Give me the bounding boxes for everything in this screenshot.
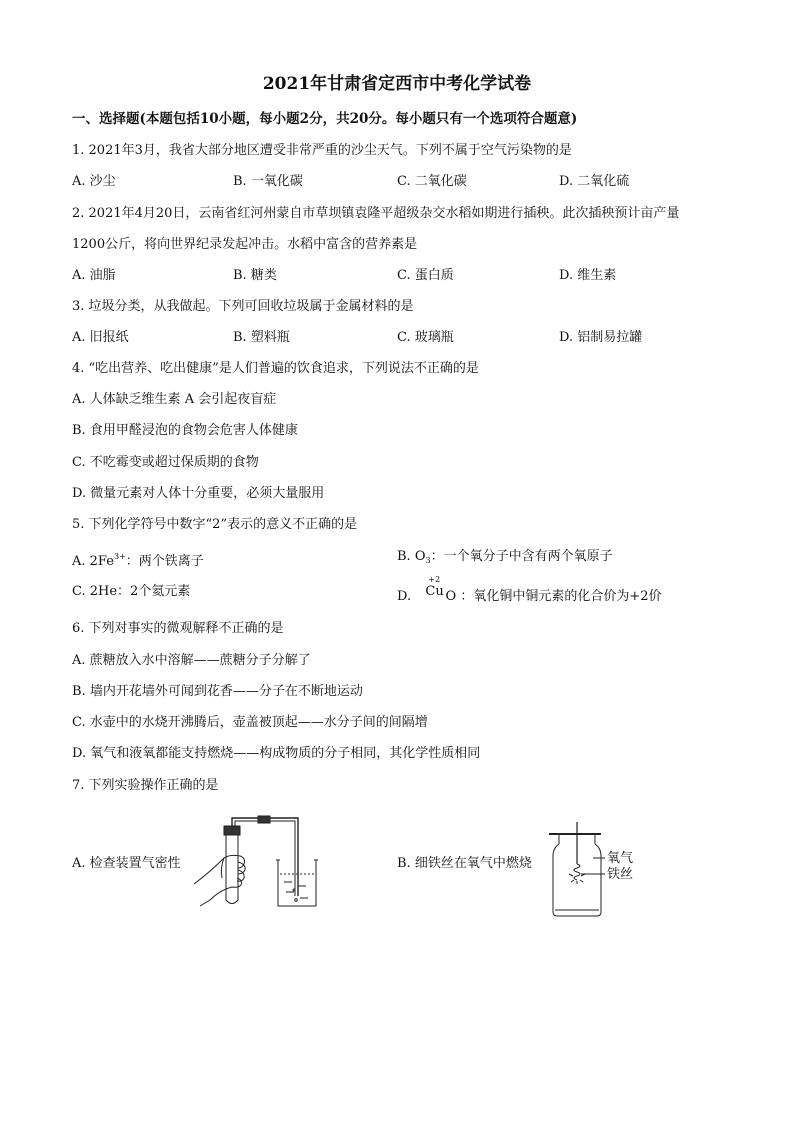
q5-d-label: D. [397, 589, 412, 604]
page-title: 2021年甘肃省定西市中考化学试卷 [262, 74, 532, 94]
q4-option-d[interactable]: D. 微量元素对人体十分重要，必须大量服用 [72, 486, 325, 501]
section-heading: 一、选择题(本题包括10小题，每小题2分，共20分。每小题只有一个选项符合题意) [72, 111, 578, 127]
q5-d-valence-symbol [425, 575, 444, 600]
q5-option-a[interactable] [72, 549, 204, 570]
q4-option-a[interactable]: A. 人体缺乏维生素 A 会引起夜盲症 [72, 392, 277, 407]
q6-option-d[interactable]: D. 氧气和液氧都能支持燃烧——构成物质的分子相同，其化学性质相同 [72, 746, 481, 761]
q6-stem: 6. 下列对事实的微观解释不正确的是 [72, 621, 284, 636]
iron-wire-combustion-figure [545, 822, 655, 918]
q5-stem: 5. 下列化学符号中数字“2”表示的意义不正确的是 [72, 517, 358, 532]
q6-option-b[interactable]: B. 墙内开花墙外可闻到花香——分子在不断地运动 [72, 684, 363, 699]
q2-option-c[interactable]: C. 蛋白质 [397, 268, 454, 283]
q2-option-d[interactable]: D. 维生素 [559, 268, 617, 283]
q1-option-c[interactable]: C. 二氧化碳 [397, 174, 467, 189]
q4-option-c[interactable]: C. 不吃霉变或超过保质期的食物 [72, 455, 259, 470]
q1-option-d[interactable]: D. 二氧化硫 [559, 174, 630, 189]
q7-option-a[interactable]: A. 检查装置气密性 [72, 856, 181, 871]
q1-option-a[interactable]: A. 沙尘 [72, 174, 116, 189]
q1-stem: 1. 2021年3月，我省大部分地区遭受非常严重的沙尘天气。下列不属于空气污染物的是 [72, 143, 572, 158]
q1-option-b[interactable]: B. 一氧化碳 [233, 174, 303, 189]
q5-a-formula: A. 2Fe [72, 554, 114, 569]
q3-option-c[interactable]: C. 玻璃瓶 [397, 330, 454, 345]
q5-d-valence: +2 [428, 575, 441, 584]
q5-d-element: Cu [425, 584, 444, 599]
q3-option-a[interactable]: A. 旧报纸 [72, 330, 129, 345]
q5-option-c[interactable]: C. 2He：2个氦元素 [72, 584, 191, 599]
airtightness-apparatus-figure [190, 812, 325, 912]
q6-option-c[interactable]: C. 水壶中的水烧开沸腾后，壶盖被顶起——水分子间的间隔增 [72, 715, 428, 730]
q5-a-meaning: ：两个铁离子 [125, 554, 204, 569]
q3-option-d[interactable]: D. 铝制易拉罐 [559, 330, 643, 345]
q5-b-formula: B. O [397, 549, 426, 564]
q5-d-meaning: ：氧化铜中铜元素的化合价为+2价 [460, 589, 662, 604]
q3-stem: 3. 垃圾分类，从我做起。下列可回收垃圾属于金属材料的是 [72, 299, 414, 314]
q5-option-d[interactable] [397, 575, 662, 605]
label-oxygen: 氧气 [607, 851, 634, 866]
q5-b-subscript: 3 [425, 556, 431, 565]
q7-option-b[interactable]: B. 细铁丝在氧气中燃烧 [397, 856, 532, 871]
q5-b-meaning: ：一个氧分子中含有两个氧原子 [430, 549, 613, 564]
q7-stem: 7. 下列实验操作正确的是 [72, 778, 219, 793]
q3-option-b[interactable]: B. 塑料瓶 [233, 330, 290, 345]
q5-d-oxygen: O [445, 589, 457, 604]
q2-option-b[interactable]: B. 糖类 [233, 268, 277, 283]
q4-option-b[interactable]: B. 食用甲醛浸泡的食物会危害人体健康 [72, 423, 298, 438]
q2-option-a[interactable]: A. 油脂 [72, 268, 116, 283]
q5-a-superscript: 3+ [113, 552, 126, 561]
label-iron-wire: 铁丝 [607, 867, 634, 882]
q2-stem-line1: 2. 2021年4月20日，云南省红河州蒙自市草坝镇袁隆平超级杂交水稻如期进行插秧。此次插秧预计亩产量 [72, 206, 680, 221]
q4-stem: 4. “吃出营养、吃出健康”是人们普遍的饮食追求，下列说法不正确的是 [72, 361, 479, 376]
q5-option-b[interactable] [397, 549, 613, 569]
q6-option-a[interactable]: A. 蔗糖放入水中溶解——蔗糖分子分解了 [72, 653, 311, 668]
q2-stem-line2: 1200公斤，将向世界纪录发起冲击。水稻中富含的营养素是 [72, 237, 418, 252]
